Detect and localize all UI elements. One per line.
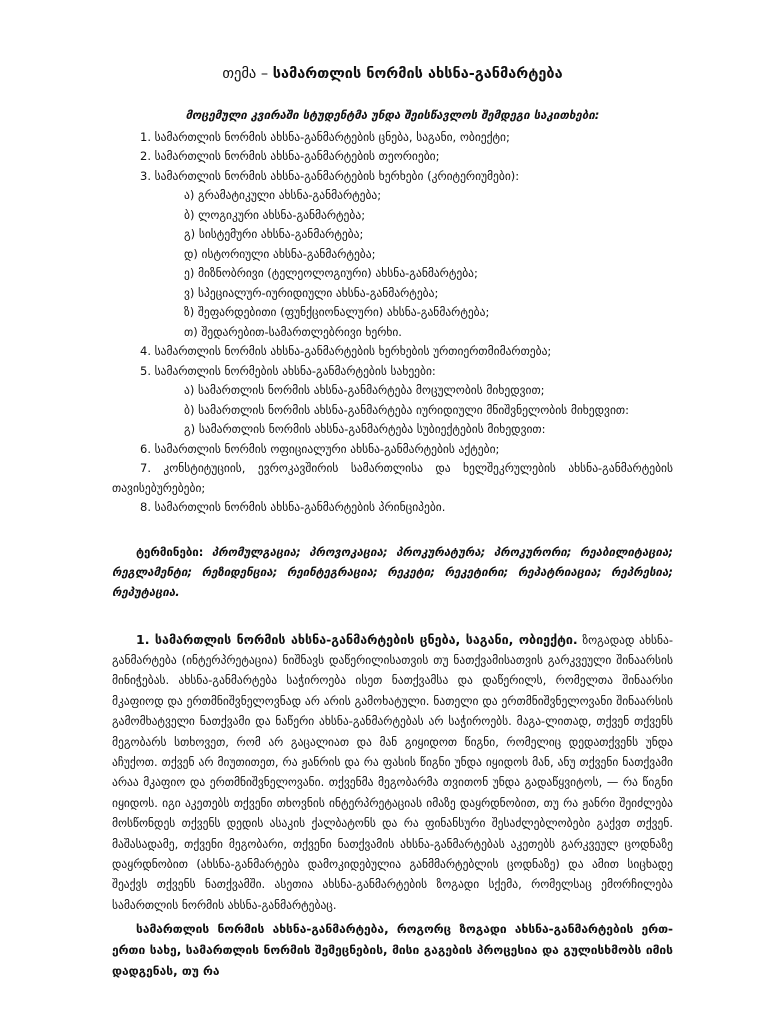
terms-list: პრომულგაცია; პროვოკაცია; პროკურატურა; პროკურორი; რეაბილიტაცია; რეგლამენტი; რეზიდენცია; რეინტეგრაცია; რეკეტი; რეკეტირი; რეპატრიაცია; რეპრესია; რეპუტაცია. bbox=[112, 544, 673, 599]
terms-label: ტერმინები: bbox=[136, 544, 204, 559]
method-item: ა) გრამატიკული ახსნა-განმარტება; bbox=[184, 188, 382, 202]
type-item: ა) სამართლის ნორმის ახსნა-განმარტება მოცულობის მიხედვით; bbox=[184, 383, 545, 397]
question-item-2: 2. სამართლის ნორმის ახსნა-განმარტების თეორიები; bbox=[140, 149, 440, 163]
methods-sublist-wrap bbox=[112, 186, 673, 342]
methods-sublist bbox=[112, 186, 673, 342]
section-1-heading: 1. სამართლის ნორმის ახსნა-განმარტების ცნება, საგანი, ობიექტი. bbox=[136, 631, 578, 647]
types-sublist-wrap bbox=[112, 381, 673, 440]
title-lead: თემა bbox=[222, 66, 257, 82]
weekly-intro: მოცემული კვირაში სტუდენტმა უნდა შეისწავლოს შემდეგი საკითხები: bbox=[185, 108, 600, 122]
definition-paragraph: სამართლის ნორმის ახსნა-განმარტება, როგორც ზოგადი ახსნა-განმარტების ერთ-ერთი სახე, სამართლის ნორმის შემეცნების, მისი გაგების პროცესია და გულისხმობს იმის დადგენას, თუ რა bbox=[112, 922, 673, 979]
section-1-paragraph bbox=[112, 630, 673, 916]
title-dash: – bbox=[256, 66, 273, 82]
method-item: ზ) შეფარდებითი (ფუნქციონალური) ახსნა-განმარტება; bbox=[184, 305, 490, 319]
question-item-4: 4. სამართლის ნორმის ახსნა-განმარტების ხერხების ურთიერთმიმართება; bbox=[140, 344, 552, 358]
question-item-5: 5. სამართლის ნორმების ახსნა-განმარტების სახეები: bbox=[140, 363, 436, 378]
page-title bbox=[112, 64, 673, 84]
method-item: ბ) ლოგიკური ახსნა-განმარტება; bbox=[184, 207, 366, 222]
question-item-3: 3. სამართლის ნორმის ახსნა-განმარტების ხერხები (კრიტერიუმები): bbox=[140, 168, 520, 183]
section-1-text: ზოგადად ახსნა-განმარტება (ინტერპრეტაცია) ნიშნავს დაწერილისათვის თუ ნათქვამისათვის გარკვეული შინაარსის მინიჭებას. ახსნა-განმარტება საჭიროება ისეთ ნათქვამსა და დაწერილს, რომელთა შინაარსი მკაფიოდ და ერთმნიშვნელოვნად არ არის გამოხატული. ნათელი და ერთმნიშვნელოვანი შინაარსის გამომხატველი ნათქვამი და ნაწერი ახსნა-განმარტებას არ საჭიროებს. მაგა-ლითად, თქვენ თქვენს მეგობარს სთხოვეთ, რომ არ გაცალიათ და მან გიყიდოთ წიგნი, რომელიც დედათქვენს უნდა აჩუქოთ. თქვენ არ მიუთითეთ, რა ჟანრის და რა ფასის წიგნი უნდა იყიდოს მან, ანუ თქვენი ნათქვამი არაა მკაფიო და ერთმნიშვნელოვანი. თქვენმა მეგობარმა თვითონ უნდა გადაწყვიტოს, — რა წიგნი იყიდოს. იგი აკეთებს თქვენი თხოვნის ინტერპრეტაციას იმაზე დაყრდნობით, თუ რა ჟანრი შეიძლება მოსწონდეს თქვენს დედის ასაკის ქალბატონს და რა ფინანსური შესაძლებლობები გაქვთ თქვენ. მაშასადამე, თქვენი მეგობარი, თქვენი ნათქვამის ახსნა-განმარტებას აკეთებს გარკვეულ ცოდნაზე დაყრდნობით (ახსნა-განმარტება დამოკიდებულია განმმარტებლის ცოდნაზე) და ამით სიცხადე შეაქვს თქვენს ნათქვამში. ასეთია ახსნა-განმარტების ზოგადი სქემა, რომელსაც ემორჩილება სამართლის ნორმის ახსნა-განმარტებაც. bbox=[112, 632, 673, 912]
types-sublist bbox=[112, 381, 673, 440]
question-item-1: 1. სამართლის ნორმის ახსნა-განმარტების ცნება, საგანი, ობიექტი; bbox=[140, 129, 510, 144]
method-item: ვ) სპეციალურ-იურიდიული ახსნა-განმარტება; bbox=[184, 285, 439, 300]
question-item-6: 6. სამართლის ნორმის ოფიციალური ახსნა-განმარტების აქტები; bbox=[140, 441, 500, 456]
method-item: ე) მიზნობრივი (ტელეოლოგიური) ახსნა-განმარტება; bbox=[184, 266, 478, 280]
type-item: ბ) სამართლის ნორმის ახსნა-განმარტება იურიდიული მნიშვნელობის მიხედვით: bbox=[184, 402, 629, 417]
method-item: თ) შედარებით-სამართლებრივი ხერხი. bbox=[184, 324, 402, 339]
terms-paragraph bbox=[112, 542, 673, 602]
question-item-8: 8. სამართლის ნორმის ახსნა-განმარტების პრინციპები. bbox=[140, 500, 446, 514]
question-list bbox=[112, 128, 673, 518]
question-item-7: 7. კონსტიტუციის, ევროკავშირის სამართლისა და ხელშეკრულების ახსნა-განმარტების თავისებურებები; bbox=[112, 461, 673, 495]
method-item: დ) ისტორიული ახსნა-განმარტება; bbox=[184, 246, 376, 261]
title-main: სამართლის ნორმის ახსნა-განმარტება bbox=[272, 66, 563, 82]
type-item: გ) სამართლის ნორმის ახსნა-განმარტება სუბიექტების მიხედვით: bbox=[184, 422, 546, 436]
method-item: გ) სისტემური ახსნა-განმარტება; bbox=[184, 227, 364, 241]
